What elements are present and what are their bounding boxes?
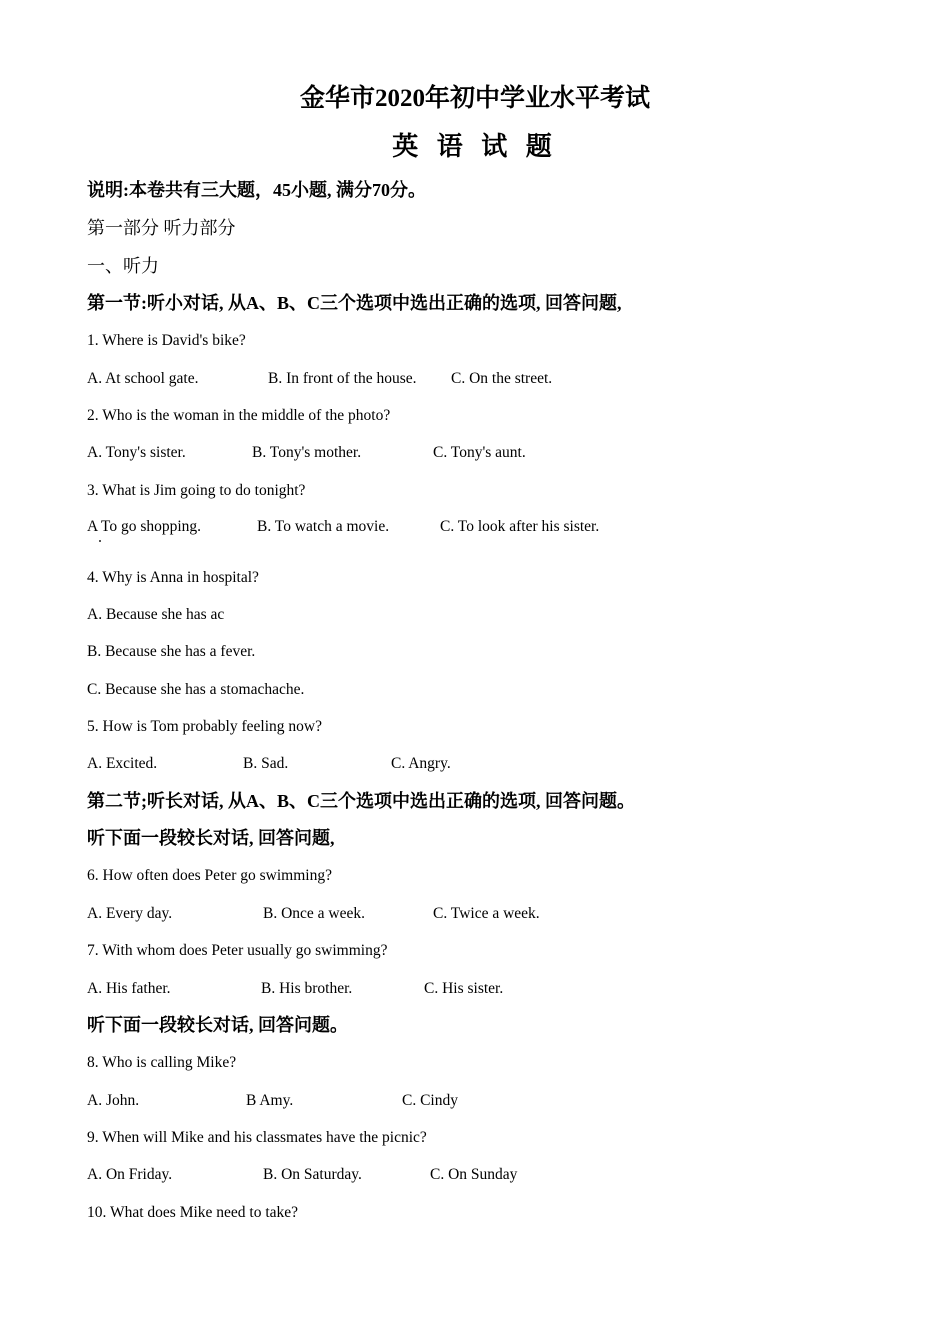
- question-9: 9. When will Mike and his classmates have the picnic?: [87, 1129, 427, 1146]
- q4-option-c: C. Because she has a stomachache.: [87, 681, 305, 698]
- q3-option-b: B. To watch a movie.: [257, 518, 390, 535]
- q8-option-b: B Amy.: [246, 1092, 294, 1109]
- question-4: 4. Why is Anna in hospital?: [87, 569, 259, 586]
- q1-option-b: B. In front of the house.: [268, 370, 417, 387]
- q9-option-c: C. On Sunday: [430, 1166, 518, 1183]
- stray-mark: [99, 540, 101, 542]
- q4-option-a: A. Because she has ac: [87, 606, 225, 623]
- q6-option-c: C. Twice a week.: [433, 905, 540, 922]
- exam-subtitle: 英 语 试 题: [392, 132, 558, 161]
- instruction-2: 听下面一段较长对话, 回答问题。: [87, 1015, 348, 1035]
- section-heading: 一、听力: [87, 256, 159, 276]
- q1-option-c: C. On the street.: [451, 370, 553, 387]
- instruction-1: 听下面一段较长对话, 回答问题,: [87, 828, 335, 848]
- q2-option-b: B. Tony's mother.: [252, 444, 362, 461]
- q5-option-b: B. Sad.: [243, 755, 289, 772]
- question-7: 7. With whom does Peter usually go swimming?: [87, 942, 388, 959]
- exam-note: 说明:本卷共有三大题，45小题, 满分70分。: [87, 180, 426, 200]
- question-5: 5. How is Tom probably feeling now?: [87, 718, 322, 735]
- q3-option-c: C. To look after his sister.: [440, 518, 600, 535]
- q9-option-b: B. On Saturday.: [263, 1166, 362, 1183]
- q8-option-c: C. Cindy: [402, 1092, 458, 1109]
- q2-option-a: A. Tony's sister.: [87, 444, 186, 461]
- q5-option-a: A. Excited.: [87, 755, 158, 772]
- q3-option-a: A To go shopping.: [87, 518, 202, 535]
- q2-option-c: C. Tony's aunt.: [433, 444, 526, 461]
- question-1: 1. Where is David's bike?: [87, 332, 246, 349]
- q8-option-a: A. John.: [87, 1092, 140, 1109]
- question-10: 10. What does Mike need to take?: [87, 1204, 299, 1221]
- q7-option-a: A. His father.: [87, 980, 171, 997]
- subsection-1-heading: 第一节:听小对话, 从A、B、C三个选项中选出正确的选项, 回答问题,: [87, 293, 622, 313]
- q4-option-b: B. Because she has a fever.: [87, 643, 256, 660]
- q7-option-b: B. His brother.: [261, 980, 353, 997]
- q6-option-a: A. Every day.: [87, 905, 173, 922]
- exam-title: 金华市2020年初中学业水平考试: [299, 85, 650, 112]
- part-heading: 第一部分 听力部分: [87, 218, 236, 238]
- question-6: 6. How often does Peter go swimming?: [87, 867, 332, 884]
- question-2: 2. Who is the woman in the middle of the photo?: [87, 407, 391, 424]
- q9-option-a: A. On Friday.: [87, 1166, 173, 1183]
- q1-option-a: A. At school gate.: [87, 370, 199, 387]
- subsection-2-heading: 第二节;听长对话, 从A、B、C三个选项中选出正确的选项, 回答问题。: [87, 791, 635, 811]
- q7-option-c: C. His sister.: [424, 980, 504, 997]
- q5-option-c: C. Angry.: [391, 755, 451, 772]
- q6-option-b: B. Once a week.: [263, 905, 365, 922]
- question-3: 3. What is Jim going to do tonight?: [87, 482, 306, 499]
- question-8: 8. Who is calling Mike?: [87, 1054, 237, 1071]
